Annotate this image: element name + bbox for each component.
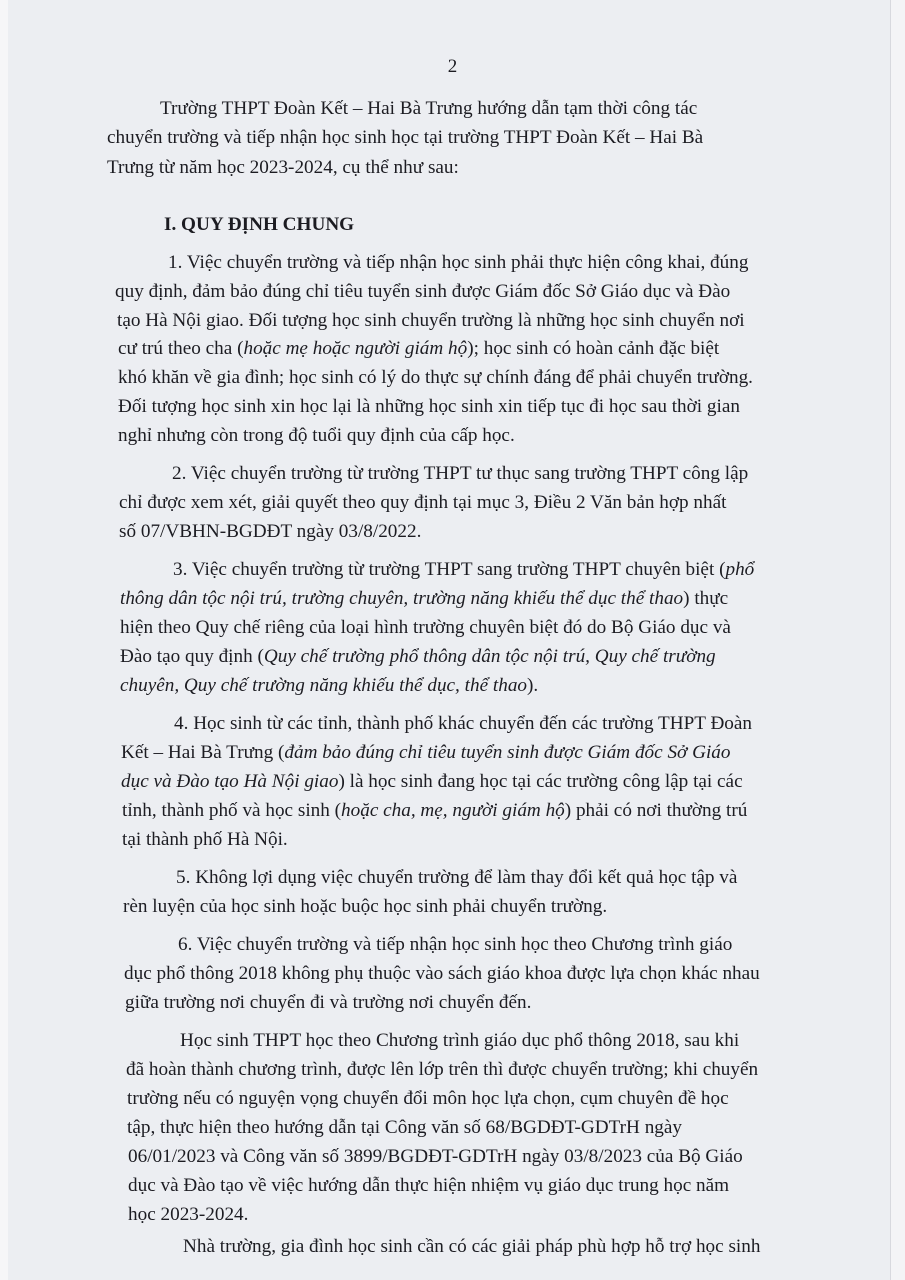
paragraph-line: tỉnh, thành phố và học sinh (hoặc cha, mẹ, người giám hộ) phải có nơi thường trú (122, 800, 748, 821)
intro-line: Trưng từ năm học 2023-2024, cụ thể như sau: (107, 157, 459, 178)
paragraph-line: đã hoàn thành chương trình, được lên lớp trên thì được chuyển trường; khi chuyển (126, 1059, 759, 1080)
paragraph-line: tạo Hà Nội giao. Đối tượng học sinh chuyển trường là những học sinh chuyển nơi (117, 310, 745, 331)
paragraph-line: học 2023-2024. (128, 1204, 249, 1225)
paragraph-line: 2. Việc chuyển trường từ trường THPT tư thục sang trường THPT công lập (172, 463, 749, 484)
paragraph-line: Nhà trường, gia đình học sinh cần có các giải pháp phù hợp hỗ trợ học sinh (183, 1236, 761, 1257)
paragraph-line: tập, thực hiện theo hướng dẫn tại Công văn số 68/BGDĐT-GDTrH ngày (127, 1117, 683, 1138)
paragraph-line: 4. Học sinh từ các tỉnh, thành phố khác chuyển đến các trường THPT Đoàn (174, 713, 753, 734)
paragraph-line: 3. Việc chuyển trường từ trường THPT sang trường THPT chuyên biệt (phổ (173, 559, 755, 580)
paragraph-line: 06/01/2023 và Công văn số 3899/BGDĐT-GDTrH ngày 03/8/2023 của Bộ Giáo (128, 1146, 743, 1167)
paragraph-line: Kết – Hai Bà Trưng (đảm bảo đúng chỉ tiêu tuyển sinh được Giám đốc Sở Giáo (121, 742, 731, 763)
paragraph-line: dục và Đào tạo Hà Nội giao) là học sinh đang học tại các trường công lập tại các (121, 771, 743, 792)
paragraph-line: Học sinh THPT học theo Chương trình giáo dục phổ thông 2018, sau khi (180, 1030, 740, 1051)
scan-left-edge (0, 0, 8, 1280)
intro-line: Trường THPT Đoàn Kết – Hai Bà Trưng hướng dẫn tạm thời công tác (160, 98, 698, 119)
paragraph-line: Đào tạo quy định (Quy chế trường phổ thông dân tộc nội trú, Quy chế trường (120, 646, 716, 667)
paragraph-line: dục phổ thông 2018 không phụ thuộc vào sách giáo khoa được lựa chọn khác nhau (124, 963, 760, 984)
paragraph-line: 6. Việc chuyển trường và tiếp nhận học sinh học theo Chương trình giáo (178, 934, 733, 955)
paragraph-line: nghỉ nhưng còn trong độ tuổi quy định của cấp học. (118, 425, 515, 446)
paragraph-line: chuyên, Quy chế trường năng khiếu thể dục, thể thao). (120, 675, 539, 696)
page-number: 2 (447, 56, 458, 77)
paragraph-line: số 07/VBHN-BGDĐT ngày 03/8/2022. (119, 521, 422, 542)
paragraph-line: trường nếu có nguyện vọng chuyển đổi môn học lựa chọn, cụm chuyên đề học (127, 1088, 729, 1109)
paragraph-line: tại thành phố Hà Nội. (122, 829, 288, 850)
paragraph-line: dục và Đào tạo về việc hướng dẫn thực hiện nhiệm vụ giáo dục trung học năm (128, 1175, 730, 1196)
paragraph-line: thông dân tộc nội trú, trường chuyên, trường năng khiếu thể dục thể thao) thực (120, 588, 729, 609)
paragraph-line: giữa trường nơi chuyển đi và trường nơi chuyển đến. (125, 992, 532, 1013)
paragraph-line: cư trú theo cha (hoặc mẹ hoặc người giám hộ); học sinh có hoàn cảnh đặc biệt (118, 338, 720, 359)
intro-line: chuyển trường và tiếp nhận học sinh học tại trường THPT Đoàn Kết – Hai Bà (107, 127, 704, 148)
section-heading: I. QUY ĐỊNH CHUNG (164, 214, 355, 235)
paragraph-line: khó khăn về gia đình; học sinh có lý do thực sự chính đáng để phải chuyển trường. (118, 367, 753, 388)
paragraph-line: quy định, đảm bảo đúng chỉ tiêu tuyển sinh được Giám đốc Sở Giáo dục và Đào (115, 281, 731, 302)
scan-right-edge (890, 0, 905, 1280)
paragraph-line: chỉ được xem xét, giải quyết theo quy định tại mục 3, Điều 2 Văn bản hợp nhất (119, 492, 727, 513)
paragraph-line: 1. Việc chuyển trường và tiếp nhận học sinh phải thực hiện công khai, đúng (168, 252, 749, 273)
paragraph-line: rèn luyện của học sinh hoặc buộc học sinh phải chuyển trường. (123, 896, 608, 917)
paragraph-line: Đối tượng học sinh xin học lại là những học sinh xin tiếp tục đi học sau thời gian (118, 396, 740, 417)
paragraph-line: hiện theo Quy chế riêng của loại hình trường chuyên biệt đó do Bộ Giáo dục và (120, 617, 731, 638)
paragraph-line: 5. Không lợi dụng việc chuyển trường để làm thay đổi kết quả học tập và (176, 867, 738, 888)
